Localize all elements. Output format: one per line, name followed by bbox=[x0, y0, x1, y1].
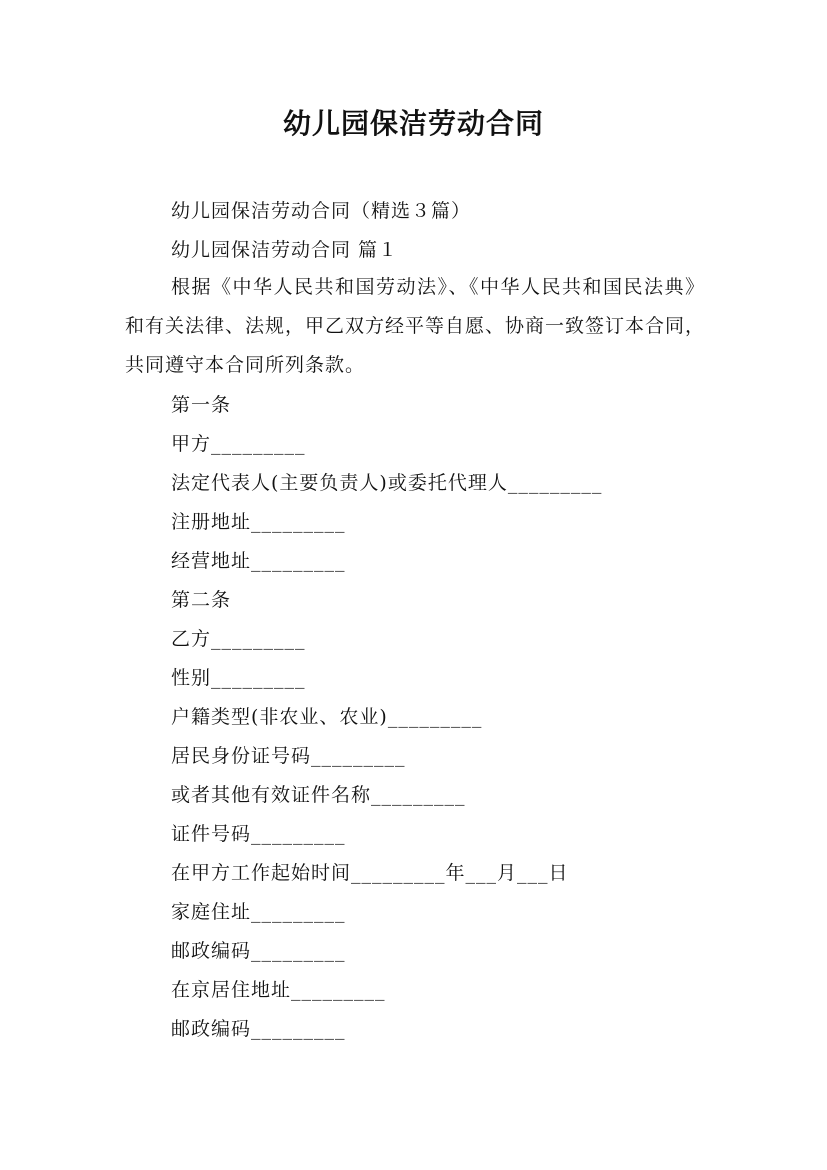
registered-address-field: 注册地址_________ bbox=[171, 511, 346, 533]
postcode-field-2: 邮政编码_________ bbox=[171, 1018, 346, 1040]
gender-field: 性别_________ bbox=[171, 667, 306, 689]
article-2-heading: 第二条 bbox=[171, 589, 232, 611]
intro-paragraph: 根据《中华人民共和国劳动法》、《中华人民共和国民法典》和有关法律、法规，甲乙双方经平等自愿、协商一致签订本合同，共同遵守本合同所列条款。 bbox=[125, 276, 706, 376]
section-heading: 幼儿园保洁劳动合同 篇１ bbox=[171, 239, 399, 261]
business-address-field: 经营地址_________ bbox=[171, 550, 346, 572]
other-id-name-field: 或者其他有效证件名称_________ bbox=[171, 784, 466, 806]
postcode-field-1: 邮政编码_________ bbox=[171, 940, 346, 962]
article-1-heading: 第一条 bbox=[171, 394, 232, 416]
document-title: 幼儿园保洁劳动合同 bbox=[282, 107, 544, 140]
home-address-field: 家庭住址_________ bbox=[171, 901, 346, 923]
start-time-field: 在甲方工作起始时间_________年___月___日 bbox=[171, 862, 569, 884]
party-a-field: 甲方_________ bbox=[171, 433, 306, 455]
beijing-address-field: 在京居住地址_________ bbox=[171, 979, 386, 1001]
legal-rep-field: 法定代表人(主要负责人)或委托代理人_________ bbox=[171, 472, 603, 494]
cert-number-field: 证件号码_________ bbox=[171, 823, 346, 845]
party-b-field: 乙方_________ bbox=[171, 628, 306, 650]
subtitle: 幼儿园保洁劳动合同（精选３篇） bbox=[171, 200, 472, 222]
id-number-field: 居民身份证号码_________ bbox=[171, 745, 406, 767]
household-type-field: 户籍类型(非农业、农业)_________ bbox=[171, 706, 483, 728]
